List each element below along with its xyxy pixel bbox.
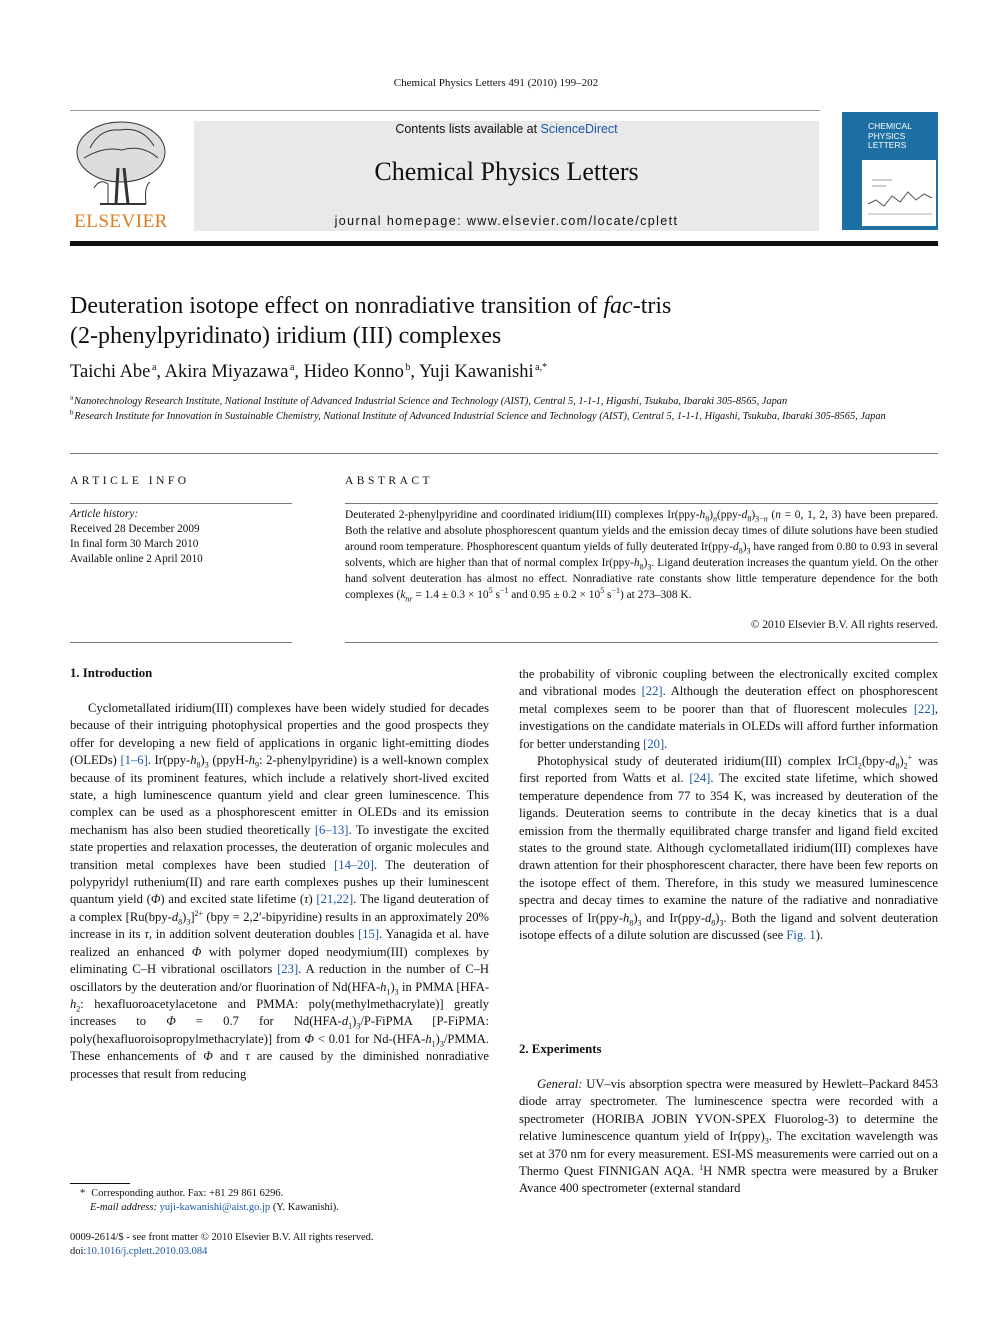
ref-link[interactable]: [22] [913,701,935,716]
email-link[interactable]: yuji-kawanishi@aist.go.jp [159,1202,271,1213]
author-name[interactable]: Taichi Abe [70,362,151,382]
author-name[interactable]: Hideo Konno [303,362,404,382]
author-affil-mark: a [289,361,295,373]
corresponding-author-note: * Corresponding author. Fax: +81 29 861 6296. [80,1188,284,1199]
history-final-form: In final form 30 March 2010 [70,538,199,550]
affiliation-b: $^b$ Research Institute for Innovation in Sustainable Chemistry, National Institute of Advanced Industrial Science and Technology (AIST), Central 5, 1-1-1, Higashi, Tsukuba, Ibaraki 305-8565, Japan [70,408,886,422]
intro-paragraph: the probability of vibronic coupling between the electronically excited complex and vibrational modes [22]. Although the deuteration effect on phosphorescent metal complexes seem to be poorer than that of fluorescent molecules [22], investigations on the candidate materials in OLEDs will afford further information for better understanding [20]. [519,667,938,751]
author-name[interactable]: Yuji Kawanishi [419,362,534,382]
experiments-body [519,1076,938,1198]
intro-paragraph: Photophysical study of deuterated iridium(III) complex $IrCl_2(bpy-d_8)_2^+$ was first reported from Watts et al. [24]. The excited state lifetime, which showed temperature dependence from 77 to 354 K, was increased by deuteration of the ligands. Deuteration seems to contribute in the decay kinetics that is a dual emission from the thermally equilibrated charge transfer and ligand field excited states to the ground state. Although cyclometallated iridium(III) complexes have drawn attention for their phosphorescent character, there have been few reports on the isotope effect of them. Therefore, in this study we measured luminescence spectra and decay times to examine the nature of the radiative and nonradiative processes of $Ir(ppy-h_8)_3$ and $Ir(ppy-d_8)_3$. Both the ligand and solvent deuteration isotope effects of a dilute solution are discussed (see Fig. 1). [519,752,939,943]
abstract-heading: ABSTRACT [345,475,434,487]
email-line: E-mail address: yuji-kawanishi@aist.go.jp (Y. Kawanishi). [90,1202,339,1213]
introduction-body-continued [519,666,938,945]
article-info-heading: ARTICLE INFO [70,475,190,487]
ref-link[interactable]: [21,22] [316,892,354,907]
doi-line: doi:10.1016/j.cplett.2010.03.084 [70,1246,208,1257]
ref-link[interactable]: [15] [358,927,380,942]
experiments-heading: 2. Experiments [519,1042,602,1056]
abstract-body: Deuterated 2-phenylpyridine and coordinated iridium(III) complexes $Ir(ppy-h_8)_n(ppy-d_8)_{3-n}$ (n = 0, 1, 2, 3) have been prepared. Both the relative and absolute phosphorescent quantum yields and the emission decay times of dilute solutions have been studied around room temperature. Phosphorescent quantum yields of fully deuterated $Ir(ppy-d_8)_3$ have ranged from 0.80 to 0.93 in several solvents, which are higher than that of normal complex $Ir(ppy-h_8)_3$. Ligand deuteration increases the quantum yield. On the other hand solvent deuteration has almost no effect. Nonradiative rate constants show little temperature dependence for the both complexes ($k_{nr} = 1.4 \pm 0.3 \times 10^5$ $s^{-1}$ and $0.95 \pm 0.2 \times 10^5$ $s^{-1}$) at 273–308 K. [345,509,938,604]
article-title: Deuteration isotope effect on nonradiative transition of fac-tris (2-phenylpyridinato) iridium (III) complexes [70,293,672,349]
journal-homepage[interactable]: journal homepage: www.elsevier.com/locate/cplett [334,214,679,228]
affiliation-rule [70,453,938,454]
ref-link[interactable]: [6–13] [314,822,349,837]
info-rule-bottom [70,642,292,643]
author-name[interactable]: Akira Miyazawa [164,362,289,382]
author-list: Taichi Abe $^a$, Akira Miyazawa $^a$, Hideo Konno $^b$, Yuji Kawanishi $^{a,*}$ [70,361,548,382]
figure-link[interactable]: Fig. 1 [786,928,816,943]
ref-link[interactable]: [20] [643,736,665,751]
affiliations [70,394,940,424]
cover-figure-panel [862,160,936,226]
author-affil-mark: a [151,361,157,373]
journal-title: Chemical Physics Letters [374,157,639,186]
introduction-heading: 1. Introduction [70,666,153,680]
history-received: Received 28 December 2009 [70,523,200,535]
info-rule-top [70,503,292,504]
header-rule [70,110,820,111]
cover-figure-icon [862,160,936,226]
header-thick-rule [70,241,938,246]
history-label: Article history: [70,508,139,520]
article-history [70,507,292,567]
experiments-paragraph: General: UV–vis absorption spectra were measured by Hewlett–Packard 8453 diode array spectrometer. The luminescence spectra were recorded with a spectrometer (HORIBA JOBIN YVON-SPEX Fluorolog-3) to determine the relative luminescence quantum yield of $Ir(ppy)_3$. The excitation wavelength was set at 370 nm for every measurement. ESI-MS measurements were carried out on a Thermo Quest FINNIGAN AQA. $^1$H NMR spectra were measured by a Bruker Avance 400 spectrometer (external standard [519,1077,938,1196]
sciencedirect-link[interactable]: ScienceDirect [540,122,618,136]
contents-prefix: Contents lists available at [395,122,541,136]
abstract-copyright: © 2010 Elsevier B.V. All rights reserved. [750,619,938,631]
doi-link[interactable]: 10.1016/j.cplett.2010.03.084 [86,1246,208,1257]
author-affil-mark: b [405,361,411,373]
ref-link[interactable]: [23] [277,962,299,977]
journal-citation: Chemical Physics Letters 491 (2010) 199–202 [393,77,599,89]
elsevier-wordmark: ELSEVIER [74,211,168,232]
footnote-rule [70,1183,130,1184]
cover-title: CHEMICAL PHYSICS LETTERS [868,121,912,150]
ref-link[interactable]: [24] [689,771,711,786]
ref-link[interactable]: [1–6] [120,753,148,768]
intro-paragraph: Cyclometallated iridium(III) complexes have been widely studied for decades because of their intriguing photophysical properties and the good prospects they offer for developing a new field of applications in organic light-emitting diodes (OLEDs) [1–6]. $Ir(ppy-h_8)_3$ ($ppyH-h_9$: 2-phenylpyridine) is a well-known complex because of its prominent features, which include a relatively short-lived excited state, a high luminescence quantum yield and clear green luminescence. This complex can be used as a phosphorescent emitter in OLEDs and its emission mechanism has also been studied theoretically [6–13]. To investigate the excited state properties and relaxation processes, the deuteration of organic molecules and transition metal complexes have been studied [14–20]. The deuteration of polypyridyl ruthenium(II) and rare earth complexes pushes up their luminescent quantum yield (Φ) and excited state lifetime (τ) [21,22]. The ligand deuteration of a complex $[Ru(bpy-d_8)_3]^{2+}$ (bpy = 2,2′-bipyridine) results in an approximately 20% increase in its τ, in addition solvent deuteration doubles [15]. Yanagida et al. have realized an enhanced Φ with polymer doped neodymium(III) complexes by eliminating C–H vibrational oscillators [23]. A reduction in the number of C–H oscillators by the deuteration and/or fluorination of $Nd(HFA-h_1)_3$ in PMMA [$HFA-h_2$: hexafluoroacetylacetone and PMMA: poly(methylmethacrylate)] greatly increases to Φ = 0.7 for $Nd(HFA-d_1)_3/P$-FiPMA [P-FiPMA: poly(hexafluoroisopropylmethacrylate)] from Φ < 0.01 for $Nd-(HFA-h_1)_3$/PMMA. These enhancements of Φ and τ are caused by the diminished nonradiative processes that result from reducing [70,701,490,1081]
journal-cover-thumbnail[interactable] [842,112,938,230]
abstract-rule-top [345,503,938,504]
affiliation-a: $^a$ Nanotechnology Research Institute, National Institute of Advanced Industrial Science and Technology (AIST), Central 5, 1-1-1, Higashi, Tsukuba, Ibaraki 305-8565, Japan [70,393,788,407]
publication-meta [70,1231,570,1259]
issn-line: 0009-2614/$ - see front matter © 2010 Elsevier B.V. All rights reserved. [70,1232,374,1243]
contents-line [194,122,819,136]
ref-link[interactable]: [22] [641,684,663,699]
abstract-rule-bottom [345,642,938,643]
history-online: Available online 2 April 2010 [70,553,203,565]
introduction-body [70,700,489,1083]
ref-link[interactable]: [14–20] [334,857,374,872]
author-affil-mark: a,* [535,361,548,373]
footnote [70,1187,490,1215]
